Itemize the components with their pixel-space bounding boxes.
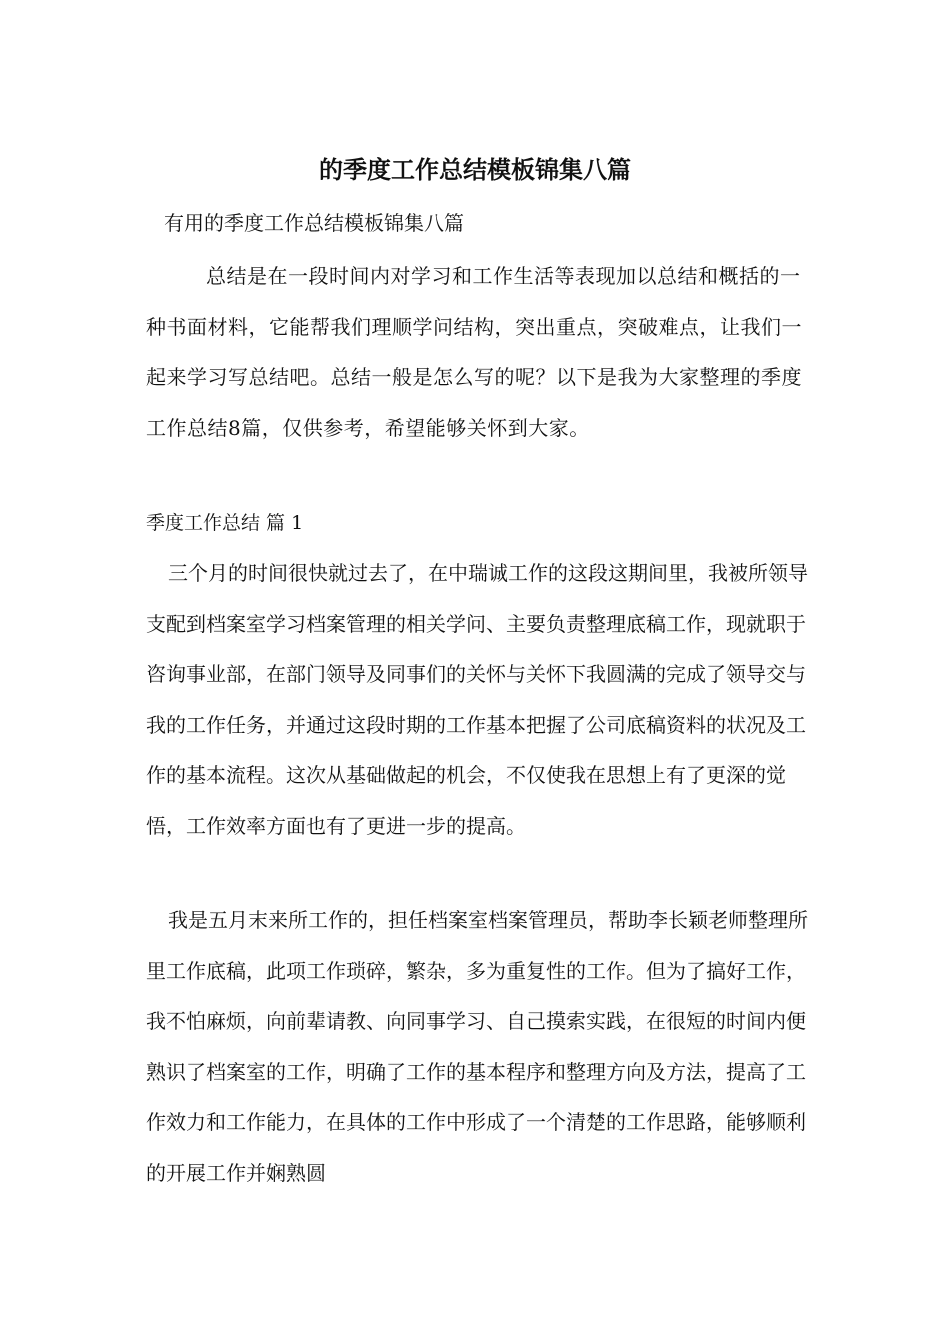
- section-heading: 季度工作总结 篇 1: [146, 512, 304, 534]
- document-title: 的季度工作总结模板锦集八篇: [319, 155, 631, 184]
- intro-paragraph: 总结是在一段时间内对学习和工作生活等表现加以总结和概括的一种书面材料，它能帮我们理顺学问结构，突出重点，突破难点，让我们一起来学习写总结吧。总结一般是怎么写的呢？以下是我为大家整理的季度工作总结8篇，仅供参考，希望能够关怀到大家。: [146, 264, 802, 440]
- document-subtitle: 有用的季度工作总结模板锦集八篇: [164, 211, 464, 235]
- body-paragraph-1: 三个月的时间很快就过去了，在中瑞诚工作的这段这期间里，我被所领导支配到档案室学习档案管理的相关学问、主要负责整理底稿工作，现就职于咨询事业部，在部门领导及同事们的关怀与关怀下我圆满的完成了领导交与我的工作任务，并通过这段时期的工作基本把握了公司底稿资料的状况及工作的基本流程。这次从基础做起的机会，不仅使我在思想上有了更深的觉悟，工作效率方面也有了更进一步的提高。: [146, 561, 808, 838]
- body-paragraph-2: 我是五月末来所工作的，担任档案室档案管理员，帮助李长颖老师整理所里工作底稿，此项工作琐碎，繁杂，多为重复性的工作。但为了搞好工作，我不怕麻烦，向前辈请教、向同事学习、自己摸索实践，在很短的时间内便熟识了档案室的工作，明确了工作的基本程序和整理方向及方法，提高了工作效力和工作能力，在具体的工作中形成了一个清楚的工作思路，能够顺利的开展工作并娴熟圆: [146, 908, 808, 1185]
